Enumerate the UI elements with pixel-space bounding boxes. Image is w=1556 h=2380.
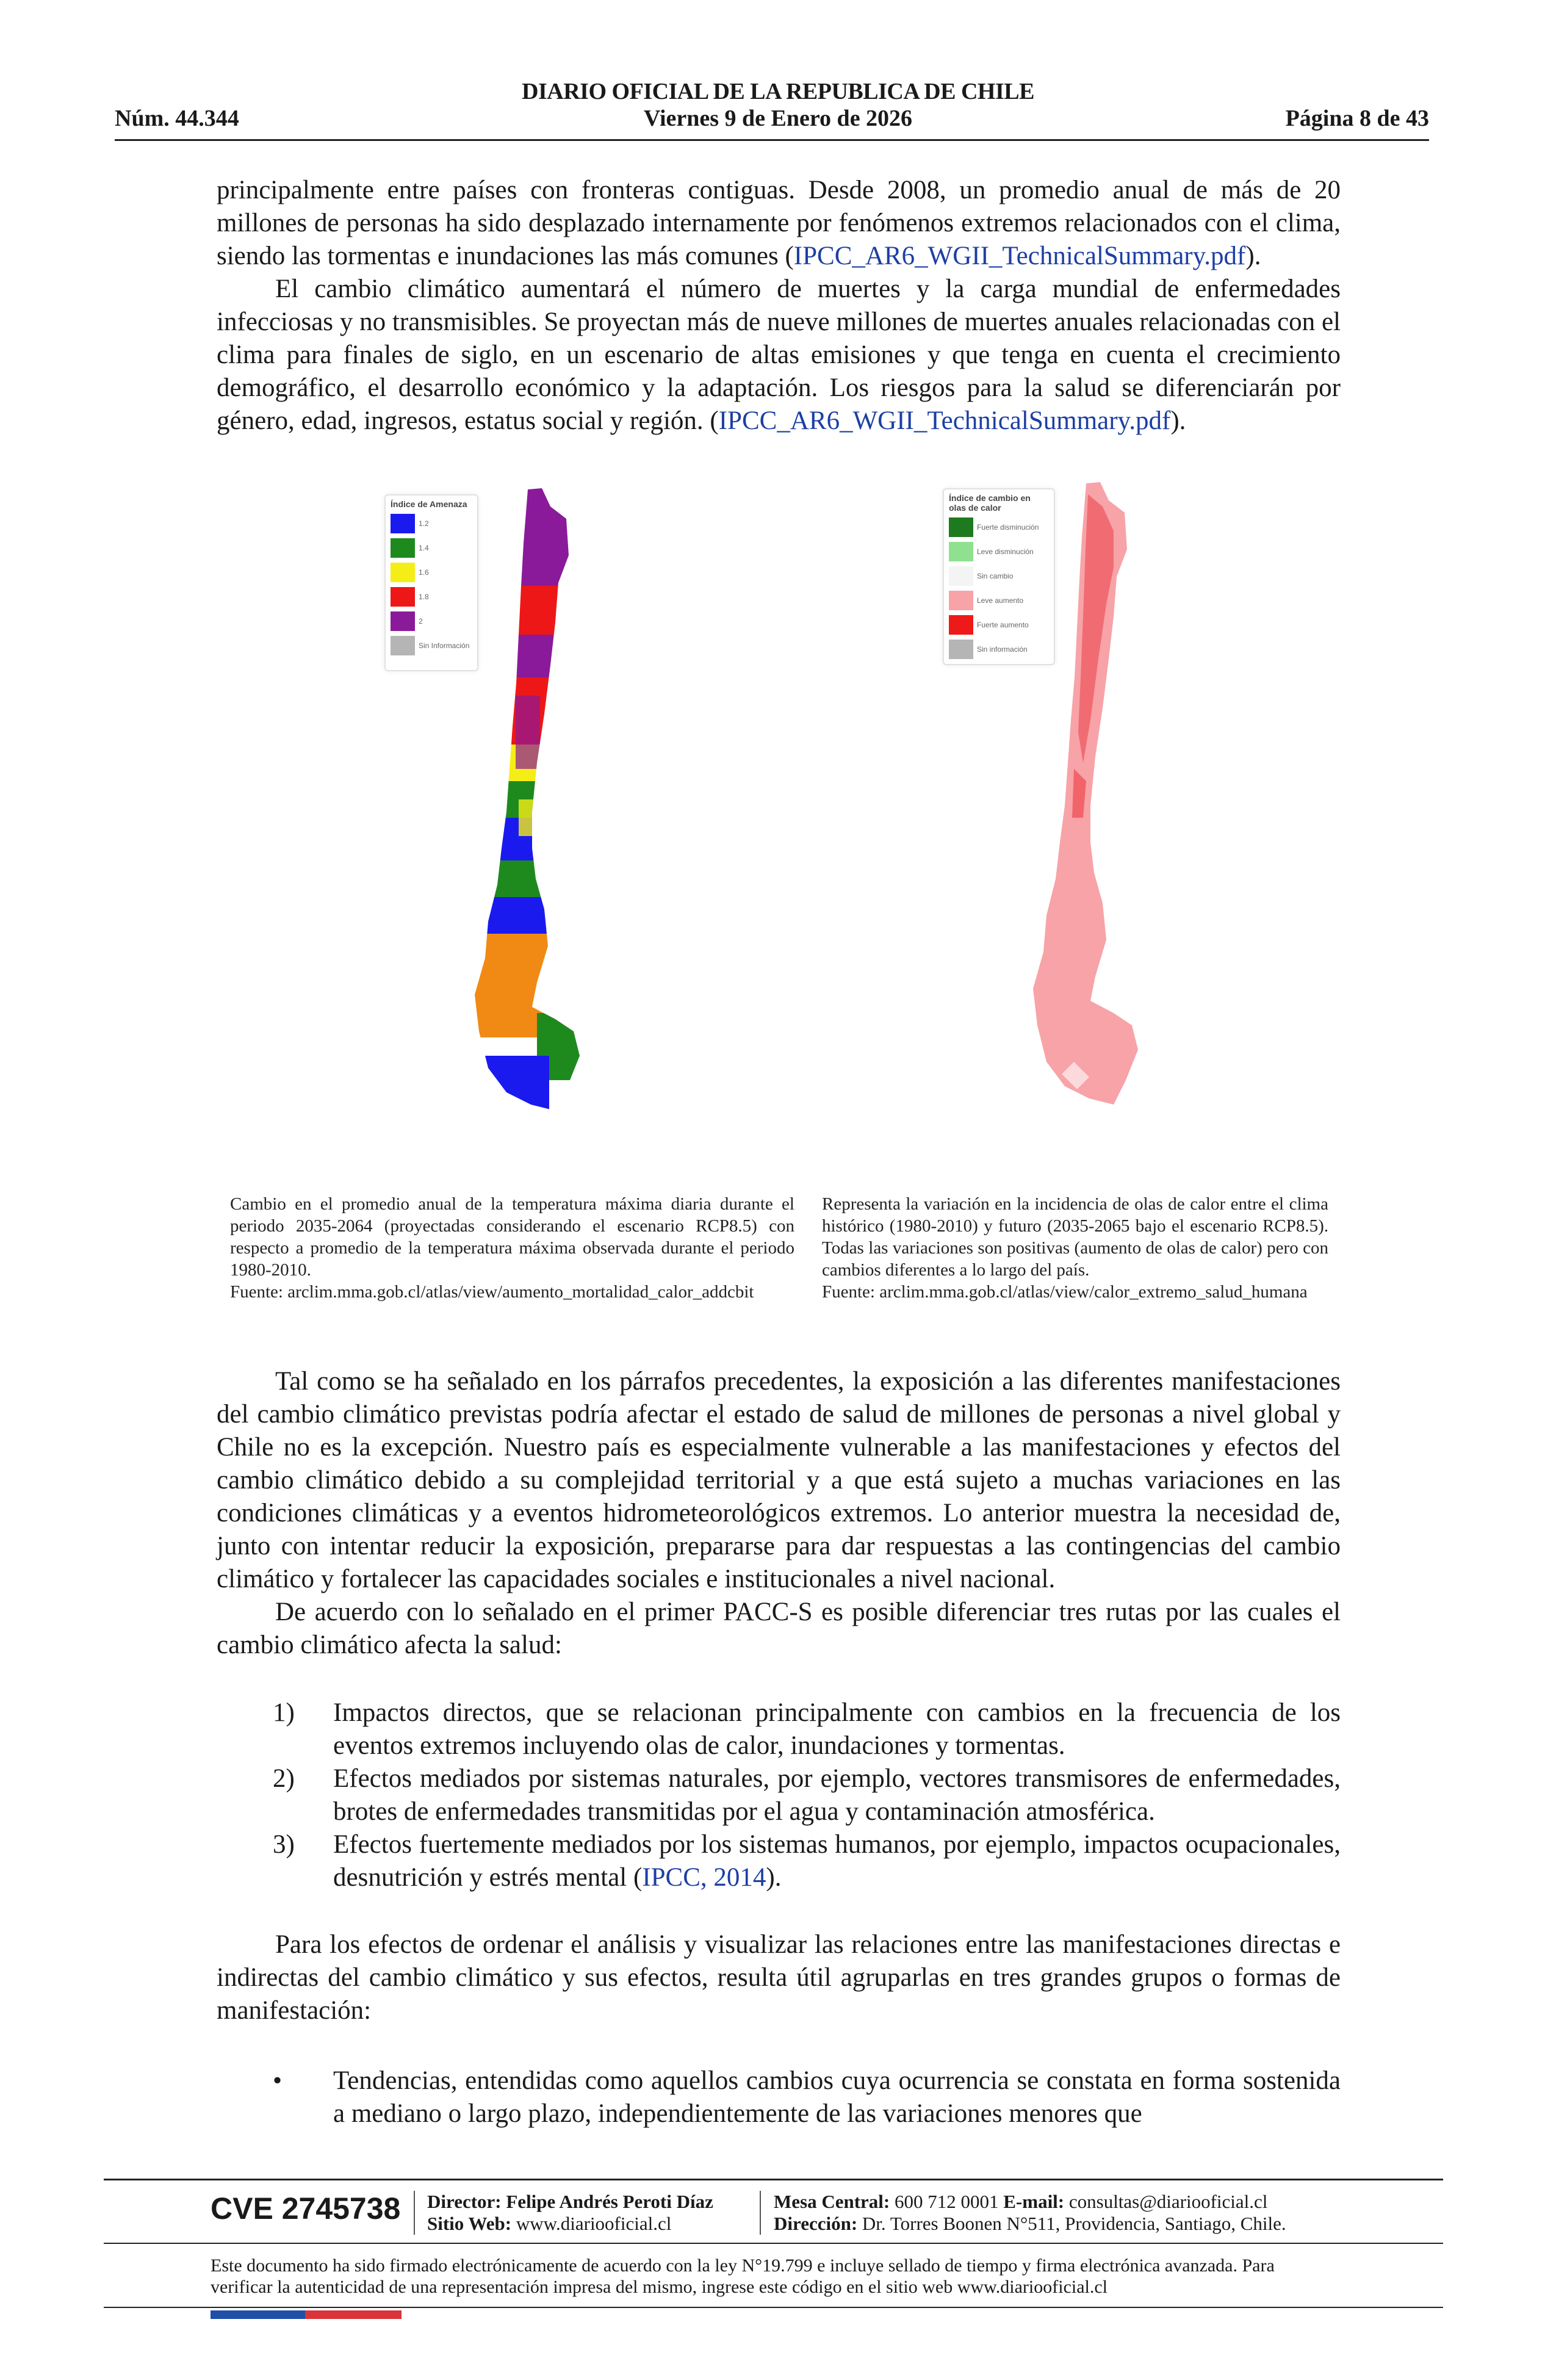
ipcc-link-1[interactable]: IPCC_AR6_WGII_TechnicalSummary.pdf (793, 242, 1246, 270)
legend-item: 1.2 (386, 511, 477, 536)
list-item: Efectos fuertemente mediados por los sistemas humanos, por ejemplo, impactos ocupacionales, desnutrición y estrés mental (IPCC, 2014). (333, 1830, 1341, 1892)
footer-rule-mid (104, 2243, 1443, 2244)
legend-title: Índice de Amenaza (391, 499, 467, 509)
footer-note: Este documento ha sido firmado electrónicamente de acuerdo con la ley N°19.799 e incluye sellado de tiempo y firma electrónica avanzada. Para verificar la autenticidad de una representación impresa del mismo, ingrese este código en el sitio web www.diariooficial.cl (211, 2256, 1275, 2297)
list-number: 2) (273, 1764, 295, 1793)
bullet-item: Tendencias, entendidas como aquellos cambios cuya ocurrencia se constata en forma sostenida a mediano o largo plazo, independientemente de las variaciones menores que (333, 2066, 1341, 2128)
website-link[interactable]: www.diariooficial.cl (516, 2213, 672, 2234)
issue-date: Viernes 9 de Enero de 2026 (643, 106, 913, 131)
paragraph-2: El cambio climático aumentará el número de muertes y la carga mundial de enfermedades infecciosas y no transmisibles. Se proyectan más de nueve millones de muertes anuales relacionadas con el clima para finales de siglo, en un escenario de altas emisiones y que tenga en cuenta el crecimiento demográfico, el desarrollo económico y la adaptación. Los riesgos para la salud se diferenciarán por género, edad, ingresos, estatus social y región. (IPCC_AR6_WGII_TechnicalSummary.pdf). (217, 275, 1341, 435)
legend-item: Fuerte aumento (944, 613, 1054, 637)
legend-item: Sin información (944, 637, 1054, 662)
map-threat-index (372, 482, 690, 1166)
legend-item: Sin Información (386, 633, 477, 658)
footer-director: Director: Felipe Andrés Peroti Díaz Sitio Web: www.diariooficial.cl (427, 2191, 713, 2234)
page-number: Página 8 de 43 (1285, 106, 1429, 131)
legend-item: 2 (386, 609, 477, 633)
paragraph-1: principalmente entre países con fronteras contiguas. Desde 2008, un promedio anual de más de 20 millones de personas ha sido desplazado internamente por fenómenos extremos relacionados con el clima, siendo las tormentas e inundaciones las más comunes (IPCC_AR6_WGII_TechnicalSummary.pdf). (217, 176, 1341, 270)
footer-contact: Mesa Central: 600 712 0001 E-mail: consultas@diariooficial.cl Dirección: Dr. Torres Boonen N°511, Providencia, Santiago, Chile. (774, 2191, 1286, 2234)
legend-item: Leve aumento (944, 588, 1054, 613)
legend-item: 1.6 (386, 560, 477, 585)
flag-stripe-red (305, 2310, 402, 2319)
legend-threat (384, 494, 478, 671)
caption-left: Cambio en el promedio anual de la temperatura máxima diaria durante el periodo 2035-2064 (proyectadas considerando el escenario RCP8.5) con respecto a promedio de la temperatura máxima observada durante el periodo 1980-2010. Fuente: arclim.mma.gob.cl/atlas/view/aumento_mortalidad_calor_addcbit (230, 1194, 794, 1302)
newspaper-title: DIARIO OFICIAL DE LA REPUBLICA DE CHILE (522, 79, 1034, 104)
list-number: 3) (273, 1830, 295, 1859)
bullet-mark: • (273, 2066, 283, 2095)
list-item: Impactos directos, que se relacionan principalmente con cambios en la frecuencia de los eventos extremos incluyendo olas de calor, inundaciones y tormentas. (333, 1698, 1341, 1760)
flag-stripe-blue (211, 2310, 305, 2319)
header-rule (115, 139, 1429, 141)
caption-source-left: Fuente: arclim.mma.gob.cl/atlas/view/aumento_mortalidad_calor_addcbit (230, 1282, 754, 1302)
footer-rule-top (104, 2179, 1443, 2180)
legend-item: Leve disminución (944, 539, 1054, 564)
footer-rule-bottom (104, 2307, 1443, 2308)
paragraph-5: Para los efectos de ordenar el análisis y visualizar las relaciones entre las manifestaciones directas e indirectas del cambio climático y sus efectos, resulta útil agruparlas en tres grandes grupos o formas de manifestación: (217, 1930, 1341, 2025)
cve-code: CVE 2745738 (211, 2191, 401, 2226)
paragraph-3: Tal como se ha señalado en los párrafos precedentes, la exposición a las diferentes manifestaciones del cambio climático previstas podría afectar el estado de salud de millones de personas a nivel global y Chile no es la excepción. Nuestro país es especialmente vulnerable a las manifestaciones y efectos del cambio climático debido a su complejidad territorial y a que está sujeto a muchas variaciones en las condiciones climáticas y a eventos hidrometeorológicos extremos. Lo anterior muestra la necesidad de, junto con intentar reducir la exposición, prepararse para dar respuestas a las contingencias del cambio climático y fortalecer las capacidades sociales e institucionales a nivel nacional. (217, 1367, 1341, 1593)
caption-source-right: Fuente: arclim.mma.gob.cl/atlas/view/calor_extremo_salud_humana (822, 1282, 1308, 1302)
legend-title: Índice de cambio en olas de calor (949, 493, 1031, 513)
list-item: Efectos mediados por sistemas naturales, por ejemplo, vectores transmisores de enfermedades, brotes de enfermedades transmitidas por el agua y contaminación atmosférica. (333, 1764, 1341, 1826)
legend-item: 1.4 (386, 536, 477, 560)
legend-item: Fuerte disminución (944, 515, 1054, 539)
email-link[interactable]: consultas@diariooficial.cl (1068, 2191, 1268, 2212)
ipcc-link-2[interactable]: IPCC_AR6_WGII_TechnicalSummary.pdf (718, 406, 1171, 435)
map-heatwave-index (931, 476, 1248, 1166)
footer-divider (760, 2191, 761, 2235)
legend-heatwave (943, 488, 1055, 665)
legend-item: 1.8 (386, 585, 477, 609)
list-number: 1) (273, 1698, 295, 1727)
ipcc-2014-link[interactable]: IPCC, 2014 (642, 1863, 766, 1892)
issue-number: Núm. 44.344 (115, 106, 239, 131)
paragraph-4: De acuerdo con lo señalado en el primer PACC-S es posible diferenciar tres rutas por las cuales el cambio climático afecta la salud: (217, 1598, 1341, 1659)
legend-item: Sin cambio (944, 564, 1054, 588)
footer-divider (414, 2191, 415, 2235)
caption-right: Representa la variación en la incidencia de olas de calor entre el clima histórico (1980-2010) y futuro (2035-2065 bajo el escenario RCP8.5). Todas las variaciones son positivas (aumento de olas de calor) pero con cambios diferentes a lo largo del país. Fuente: arclim.mma.gob.cl/atlas/view/calor_extremo_salud_humana (822, 1194, 1328, 1302)
